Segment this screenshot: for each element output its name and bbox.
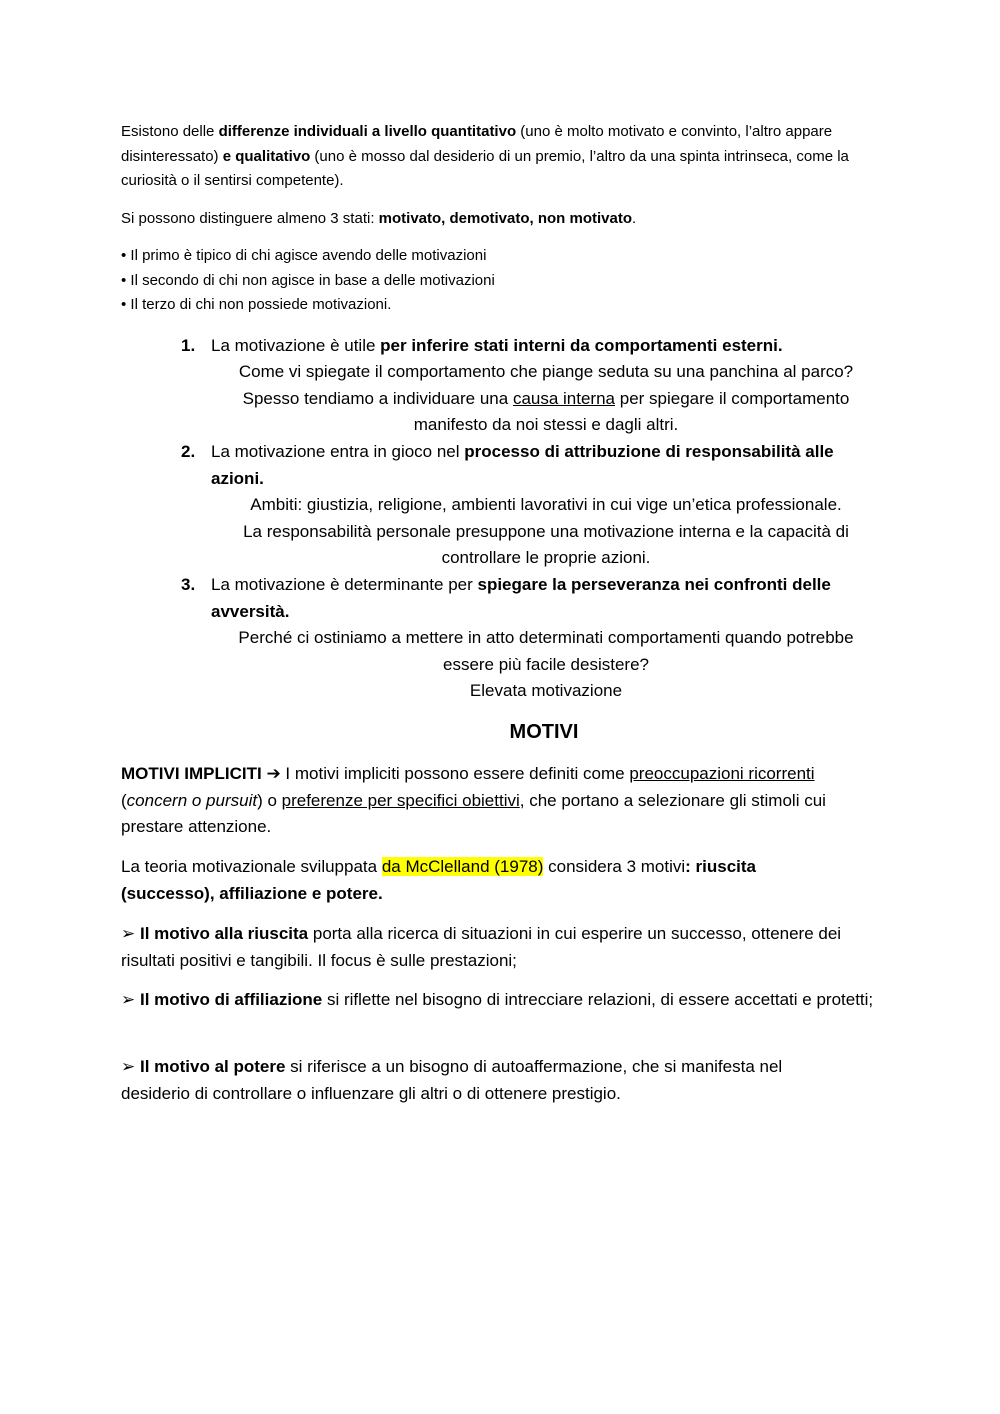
text-span: I motivi impliciti possono essere definiti come — [280, 764, 630, 783]
bold-span: spiegare la perseveranza nei confronti delle avversità. — [211, 575, 831, 621]
list-item-3-lead — [211, 572, 881, 625]
bold-span: differenze individuali a livello quantitativo — [218, 123, 517, 140]
text-span: (uno è mosso dal desiderio di un premio, l’altro da una spinta intrinseca, come la curiosità o il sentirsi competente). — [121, 147, 849, 189]
detail-line: Come vi spiegate il comportamento che piange seduta su una panchina al parco? — [238, 362, 854, 381]
section-heading: MOTIVI — [509, 721, 579, 743]
italic-span: concern o pursuit — [126, 790, 258, 810]
detail-line: Ambiti: giustizia, religione, ambienti lavorativi in cui vige un’etica professionale. — [250, 495, 842, 514]
text-span: per spiegare il comportamento manifesto da noi stessi e dagli altri. — [413, 388, 850, 434]
text-span: Si possono distinguere almeno 3 stati: — [121, 210, 379, 227]
underlined-span: preoccupazioni ricorrenti — [629, 764, 815, 783]
motive-achievement — [121, 921, 881, 974]
bold-span: Il motivo al potere — [139, 1057, 286, 1076]
list-number-3: 3. — [181, 575, 196, 594]
text-span: La motivazione è determinante per — [211, 575, 478, 594]
detail-line — [211, 386, 881, 439]
bold-span: motivato, demotivato, non motivato — [378, 210, 633, 227]
text-span: considera 3 motivi — [543, 857, 686, 876]
detail-line: Perché ci ostiniamo a mettere in atto determinati comportamenti quando potrebbe essere più facile desistere? — [238, 628, 854, 674]
bold-span: per inferire stati interni da comportamenti esterni. — [380, 336, 783, 355]
text-span: ) o — [257, 790, 282, 810]
motive-power — [121, 1054, 851, 1107]
list-item-2-lead — [211, 439, 881, 492]
bullet-item: • Il secondo di chi non agisce in base a delle motivazioni — [121, 271, 495, 289]
text-span: La motivazione entra in gioco nel — [211, 442, 465, 461]
text-span: Spesso tendiamo a individuare una — [242, 388, 513, 408]
text-span: porta alla ricerca di situazioni in cui esperire un successo, ottenere dei risultati positivi e tangibili. Il focus è sulle prestazioni; — [121, 924, 842, 970]
list-item-3-detail — [211, 625, 881, 705]
arrowhead-icon: ➢ — [121, 1057, 140, 1076]
bullet-item: • Il primo è tipico di chi agisce avendo delle motivazioni — [121, 247, 487, 264]
arrow-right-icon: ➔ — [266, 764, 281, 783]
text-span: La motivazione è utile — [211, 336, 381, 355]
list-item-1-lead — [211, 333, 881, 360]
text-span: ( — [121, 790, 127, 810]
implicit-motives-paragraph — [121, 761, 871, 841]
text-span: si riferisce a un bisogno di autoaffermazione, che si manifesta nel desiderio di controllare o influenzare gli altri o di ottenere prestigio. — [121, 1057, 783, 1103]
list-number-2: 2. — [181, 442, 196, 461]
theory-paragraph — [121, 854, 821, 907]
text-span: si riflette nel bisogno di intrecciare relazioni, di essere accettati e protetti; — [322, 990, 874, 1009]
bold-span: Il motivo alla riuscita — [139, 924, 309, 943]
underlined-span: preferenze per specifici obiettivi — [281, 790, 520, 810]
bullet-list — [121, 244, 891, 318]
text-span: La teoria motivazionale sviluppata — [121, 857, 382, 876]
intro-paragraph-1 — [121, 120, 866, 194]
intro-paragraph-2 — [121, 207, 891, 232]
list-item-1-detail — [211, 359, 881, 439]
detail-line: La responsabilità personale presuppone una motivazione interna e la capacità di controllare le proprie azioni. — [243, 521, 849, 567]
bold-span: Il motivo di affiliazione — [139, 990, 323, 1009]
text-span: Esistono delle — [121, 123, 219, 140]
text-span: , che portano a selezionare gli stimoli cui prestare attenzione. — [121, 790, 826, 836]
bold-span: e qualitativo — [222, 147, 311, 165]
bullet-item: • Il terzo di chi non possiede motivazioni. — [121, 296, 392, 313]
arrowhead-icon: ➢ — [121, 990, 140, 1009]
highlighted-span: da McClelland (1978) — [381, 857, 544, 876]
motive-affiliation — [121, 987, 876, 1014]
list-number-1: 1. — [181, 336, 196, 355]
text-span: . — [632, 210, 637, 227]
arrowhead-icon: ➢ — [121, 924, 140, 943]
text-span: (uno è molto motivato e convinto, l’altro appare disinteressato) — [121, 123, 833, 165]
underlined-span: causa interna — [512, 388, 616, 408]
detail-line: Elevata motivazione — [469, 681, 623, 700]
bold-span: : riuscita (successo), affiliazione e potere. — [121, 857, 757, 903]
bold-span: processo di attribuzione di responsabilità alle azioni. — [211, 442, 834, 488]
list-item-2-detail — [211, 492, 881, 572]
bold-span: MOTIVI IMPLICITI — [121, 764, 262, 783]
